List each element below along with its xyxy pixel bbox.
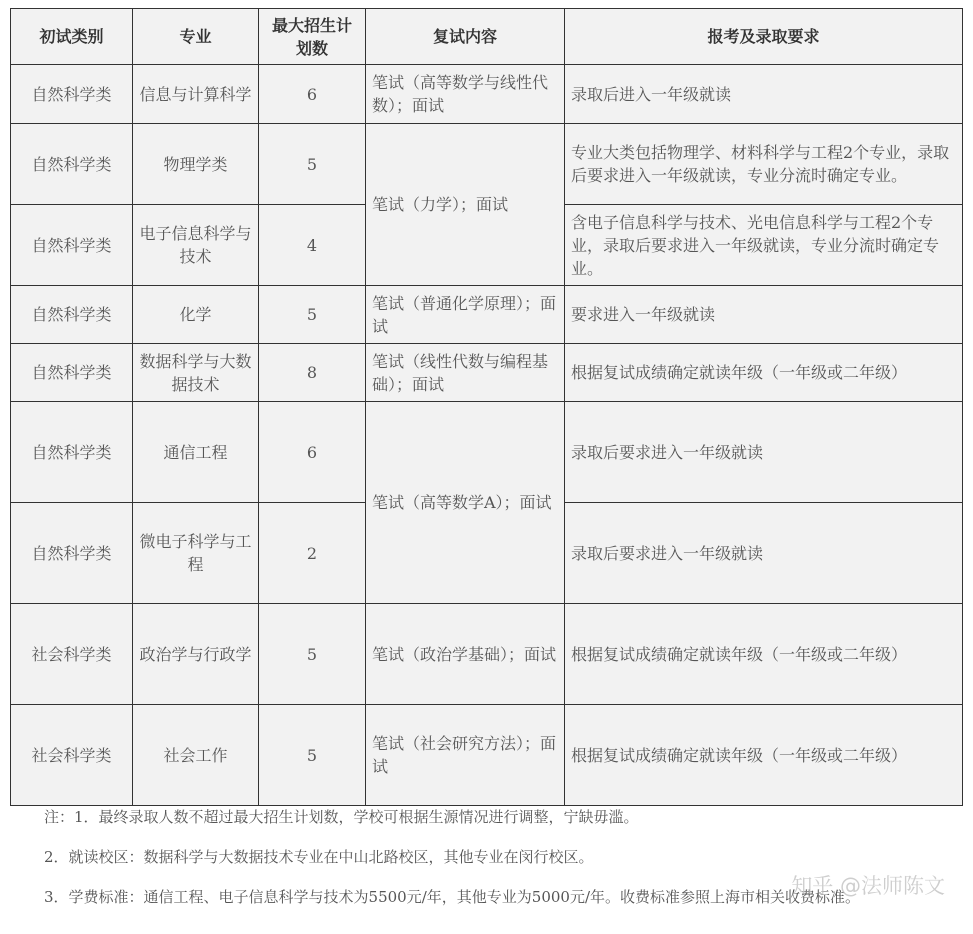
table-row: [11, 604, 963, 705]
note-quota-limit: 注：1．最终录取人数不超过最大招生计划数，学校可根据生源情况进行调整，宁缺毋滥。: [44, 808, 639, 826]
requirement-cell: 要求进入一年级就读: [565, 286, 963, 344]
major-cell: 微电子科学与工程: [133, 503, 259, 604]
table-row: [11, 65, 963, 124]
header-category: 初试类别: [11, 9, 133, 65]
category-cell: 自然科学类: [11, 205, 133, 286]
table-row: [11, 344, 963, 402]
major-cell: 化学: [133, 286, 259, 344]
major-cell: 数据科学与大数据技术: [133, 344, 259, 402]
table-row: [11, 402, 963, 503]
exam-cell: 笔试（力学）；面试: [366, 124, 565, 286]
header-exam: 复试内容: [366, 9, 565, 65]
table-row: [11, 705, 963, 806]
quota-cell: 5: [259, 124, 366, 205]
quota-cell: 5: [259, 286, 366, 344]
quota-cell: 6: [259, 402, 366, 503]
exam-cell: 笔试（线性代数与编程基础）；面试: [366, 344, 565, 402]
major-cell: 通信工程: [133, 402, 259, 503]
quota-cell: 2: [259, 503, 366, 604]
major-cell: 信息与计算科学: [133, 65, 259, 124]
header-major: 专业: [133, 9, 259, 65]
category-cell: 自然科学类: [11, 65, 133, 124]
note-campus: 2．就读校区：数据科学与大数据技术专业在中山北路校区，其他专业在闵行校区。: [44, 848, 594, 866]
header-quota: 最大招生计划数: [259, 9, 366, 65]
category-cell: 自然科学类: [11, 124, 133, 205]
requirement-cell: 录取后要求进入一年级就读: [565, 503, 963, 604]
quota-cell: 5: [259, 705, 366, 806]
requirement-cell: 根据复试成绩确定就读年级（一年级或二年级）: [565, 604, 963, 705]
admissions-table: [10, 8, 963, 806]
requirement-cell: 根据复试成绩确定就读年级（一年级或二年级）: [565, 344, 963, 402]
exam-cell: 笔试（政治学基础）；面试: [366, 604, 565, 705]
category-cell: 自然科学类: [11, 402, 133, 503]
major-cell: 电子信息科学与技术: [133, 205, 259, 286]
major-cell: 物理学类: [133, 124, 259, 205]
exam-cell: 笔试（普通化学原理）；面试: [366, 286, 565, 344]
category-cell: 自然科学类: [11, 286, 133, 344]
requirement-cell: 根据复试成绩确定就读年级（一年级或二年级）: [565, 705, 963, 806]
category-cell: 社会科学类: [11, 604, 133, 705]
category-cell: 自然科学类: [11, 503, 133, 604]
quota-cell: 5: [259, 604, 366, 705]
table-row: [11, 286, 963, 344]
category-cell: 社会科学类: [11, 705, 133, 806]
exam-cell: 笔试（社会研究方法）；面试: [366, 705, 565, 806]
table-row: [11, 124, 963, 205]
requirement-cell: 含电子信息科学与技术、光电信息科学与工程2个专业，录取后要求进入一年级就读，专业分流时确定专业。: [565, 205, 963, 286]
quota-cell: 6: [259, 65, 366, 124]
major-cell: 社会工作: [133, 705, 259, 806]
quota-cell: 8: [259, 344, 366, 402]
requirement-cell: 录取后要求进入一年级就读: [565, 402, 963, 503]
exam-cell: 笔试（高等数学A）；面试: [366, 402, 565, 604]
category-cell: 自然科学类: [11, 344, 133, 402]
header-requirements: 报考及录取要求: [565, 9, 963, 65]
zhihu-watermark: 知乎 @法师陈文: [791, 874, 945, 898]
major-cell: 政治学与行政学: [133, 604, 259, 705]
quota-cell: 4: [259, 205, 366, 286]
table-header-row: [11, 9, 963, 65]
note-tuition: 3．学费标准：通信工程、电子信息科学与技术为5500元/年，其他专业为5000元/年。收费标准参照上海市相关收费标准。: [44, 888, 861, 906]
exam-cell: 笔试（高等数学与线性代数）；面试: [366, 65, 565, 124]
requirement-cell: 录取后进入一年级就读: [565, 65, 963, 124]
requirement-cell: 专业大类包括物理学、材料科学与工程2个专业，录取后要求进入一年级就读，专业分流时确定专业。: [565, 124, 963, 205]
